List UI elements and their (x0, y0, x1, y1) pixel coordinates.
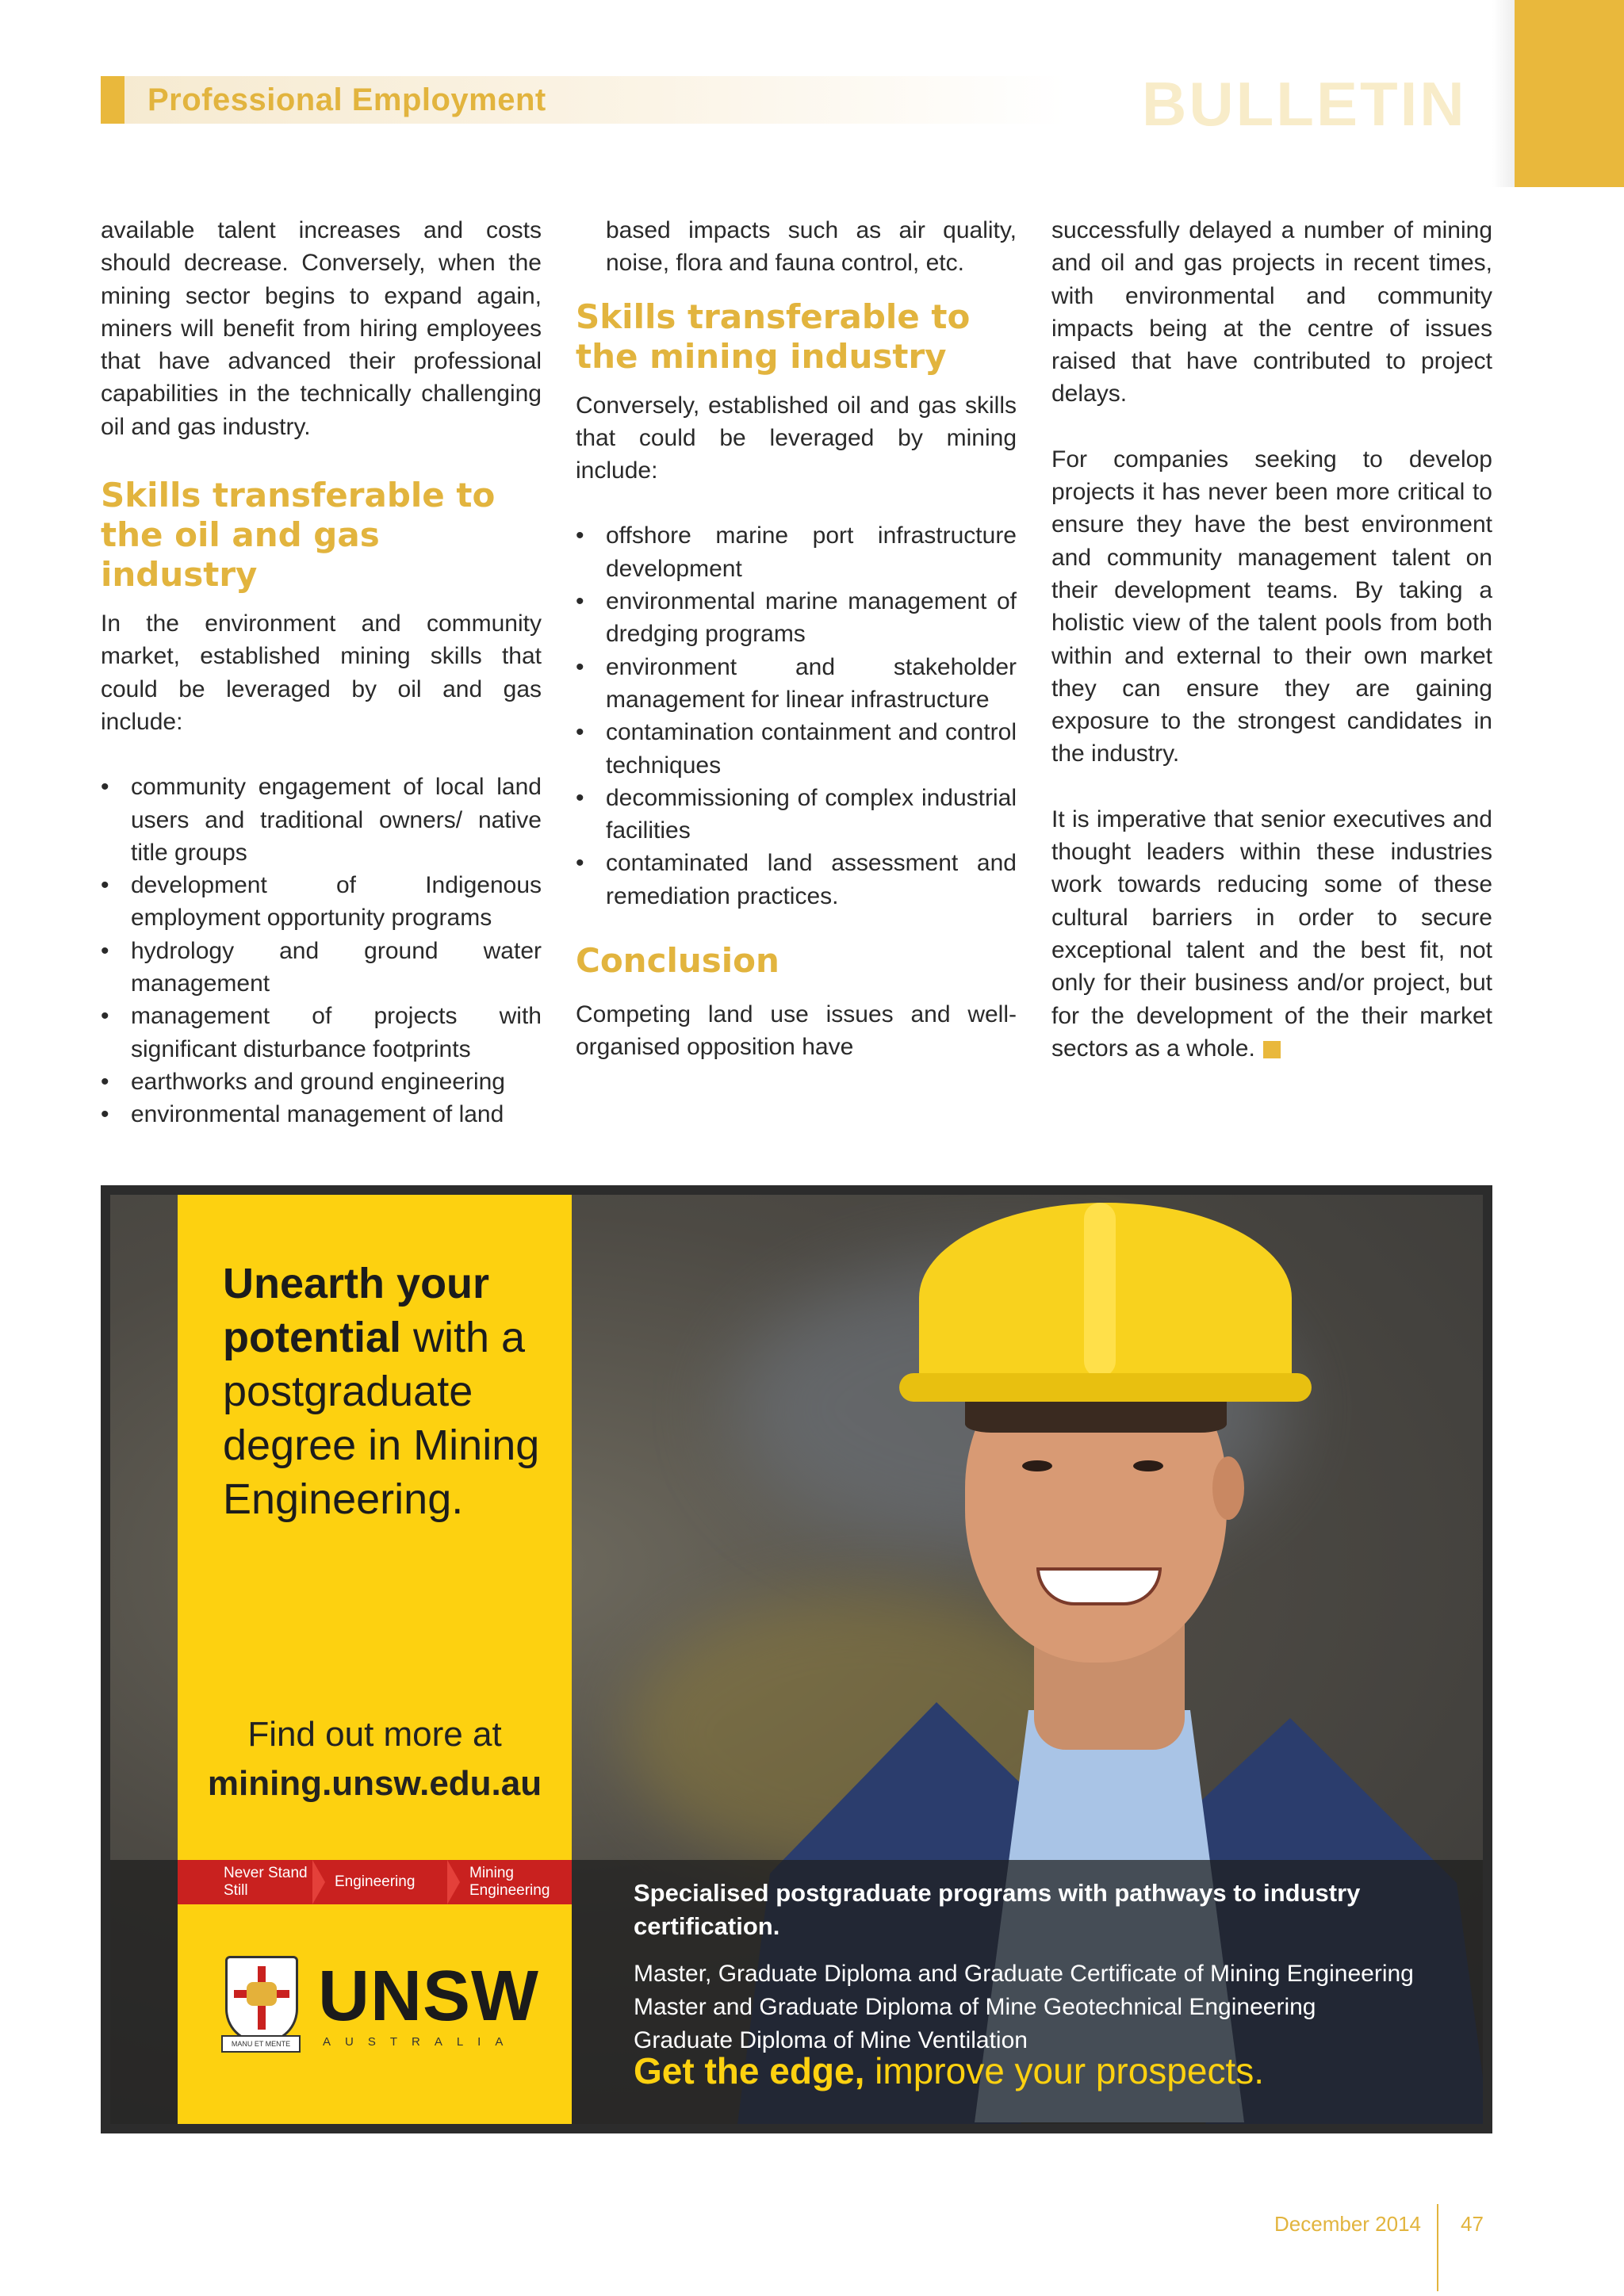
list-item: • community engagement of local land users and traditional owners/ native title groups (101, 771, 542, 869)
section-title: Professional Employment (147, 82, 546, 117)
find-more-text: Find out more at (247, 1715, 502, 1754)
list-item: • development of Indigenous employment opportunity programs (101, 869, 542, 935)
strip-engineering: Engineering (335, 1873, 416, 1890)
body-paragraph: available talent increases and costs should decrease. Conversely, when the mining sector begins to expand again, miners will benefit from hiring employees that have advanced their professional capabilities in the technically challenging oil and gas industry. (101, 217, 542, 440)
brand-strip (178, 1860, 572, 1904)
page-number: 47 (1461, 2212, 1484, 2236)
list-item: • environmental marine management of dredging programs (576, 585, 1017, 651)
ad-tagline (634, 2047, 1264, 2095)
list-item: • earthworks and ground engineering (101, 1066, 542, 1098)
subheading-mining: Skills transferable to the mining industry (576, 297, 971, 376)
list-item: • offshore marine port infrastructure development (576, 519, 1017, 585)
unsw-advertisement[interactable] (101, 1185, 1492, 2133)
ad-program-copy (634, 1877, 1458, 2057)
body-paragraph: For companies seeking to develop projects it has never been more critical to ensure they have the best environment and community management talent on their development teams. By taking a holistic view of the talent pools from both within and external to their own market they can ensure they are gaining exposure to the strongest candidates in the industry. (1051, 446, 1492, 767)
unsw-crest-icon (225, 1956, 298, 2043)
ad-url-link[interactable]: mining.unsw.edu.au (207, 1764, 542, 1803)
ad-photo (110, 1195, 1483, 2124)
unsw-logo: UNSW (318, 1957, 539, 2036)
ad-headline (223, 1257, 556, 1526)
subheading-oil-gas: Skills transferable to the oil and gas industry (101, 476, 496, 595)
footer-divider (1437, 2204, 1438, 2291)
body-paragraph: Conversely, established oil and gas skills that could be leveraged by mining include: (576, 392, 1017, 484)
list-item: • management of projects with significant disturbance footprints (101, 1000, 542, 1066)
list-item: • contamination containment and control techniques (576, 716, 1017, 782)
ear (1212, 1456, 1244, 1520)
list-item: • contaminated land assessment and remediation practices. (576, 847, 1017, 913)
body-paragraph: In the environment and community market, established mining skills that could be leveraged by oil and gas include: (101, 610, 542, 735)
strip-mining-engineering: Mining Engineering (469, 1865, 550, 1899)
unsw-logo-subtitle: AUSTRALIA (323, 2035, 518, 2049)
body-paragraph: Competing land use issues and well-organised opposition have (576, 1001, 1017, 1061)
corner-tab-shadow (1492, 0, 1515, 187)
list-item: • hydrology and ground water management (101, 935, 542, 1001)
headline-bold: Unearth your (223, 1260, 490, 1307)
headline-bold: potential (223, 1314, 401, 1361)
chevron-right-icon (447, 1860, 460, 1904)
body-paragraph (1051, 803, 1492, 1065)
headline-rest: with a postgraduate degree in Mining Engineering. (223, 1314, 540, 1523)
body-paragraph: successfully delayed a number of mining and oil and gas projects in recent times, with environmental and community impacts being at the centre of issues raised that have contributed to project delays. (1051, 217, 1492, 408)
program-item: Master, Graduate Diploma and Graduate Certificate of Mining Engineering (634, 1961, 1414, 1987)
smile (1036, 1567, 1162, 1605)
header-accent (101, 76, 124, 124)
bullet-list (101, 771, 542, 1131)
program-item: Graduate Diploma of Mine Ventilation (634, 2027, 1028, 2053)
eye (1133, 1460, 1163, 1471)
bullet-list (576, 519, 1017, 913)
subheading-conclusion: Conclusion (576, 941, 779, 981)
tagline-bold: Get the edge, (634, 2050, 865, 2091)
body-paragraph: based impacts such as air quality, noise, flora and fauna control, etc. (606, 217, 1017, 277)
eye (1022, 1460, 1052, 1471)
ad-lead-text: Specialised postgraduate programs with pathways to industry certification. (634, 1879, 1361, 1940)
article-column-3 (1051, 214, 1492, 1065)
chevron-right-icon (312, 1860, 325, 1904)
end-of-article-icon (1263, 1041, 1281, 1058)
publication-name: BULLETIN (1142, 69, 1467, 139)
crest-motto: MANU ET MENTE (221, 2035, 301, 2053)
closing-text: It is imperative that senior executives and thought leaders within these industries work towards reducing some of these cultural barriers in order to secure exceptional talent and the best fit, not only for their business and/or project, but for the development of the their market sectors as a whole. (1051, 806, 1492, 1062)
issue-date: December 2014 (1274, 2212, 1421, 2236)
list-item: • environmental management of land (101, 1098, 542, 1131)
find-more-block (178, 1710, 572, 1808)
tagline-rest: improve your prospects. (875, 2050, 1265, 2091)
strip-never-stand-still: Never Stand Still (224, 1865, 308, 1899)
list-item: • decommissioning of complex industrial facilities (576, 782, 1017, 848)
corner-tab (1515, 0, 1624, 187)
article-column-2 (576, 214, 1017, 1064)
article-column-1 (101, 214, 542, 1131)
program-item: Master and Graduate Diploma of Mine Geotechnical Engineering (634, 1994, 1316, 2020)
list-item: • environment and stakeholder management for linear infrastructure (576, 651, 1017, 717)
